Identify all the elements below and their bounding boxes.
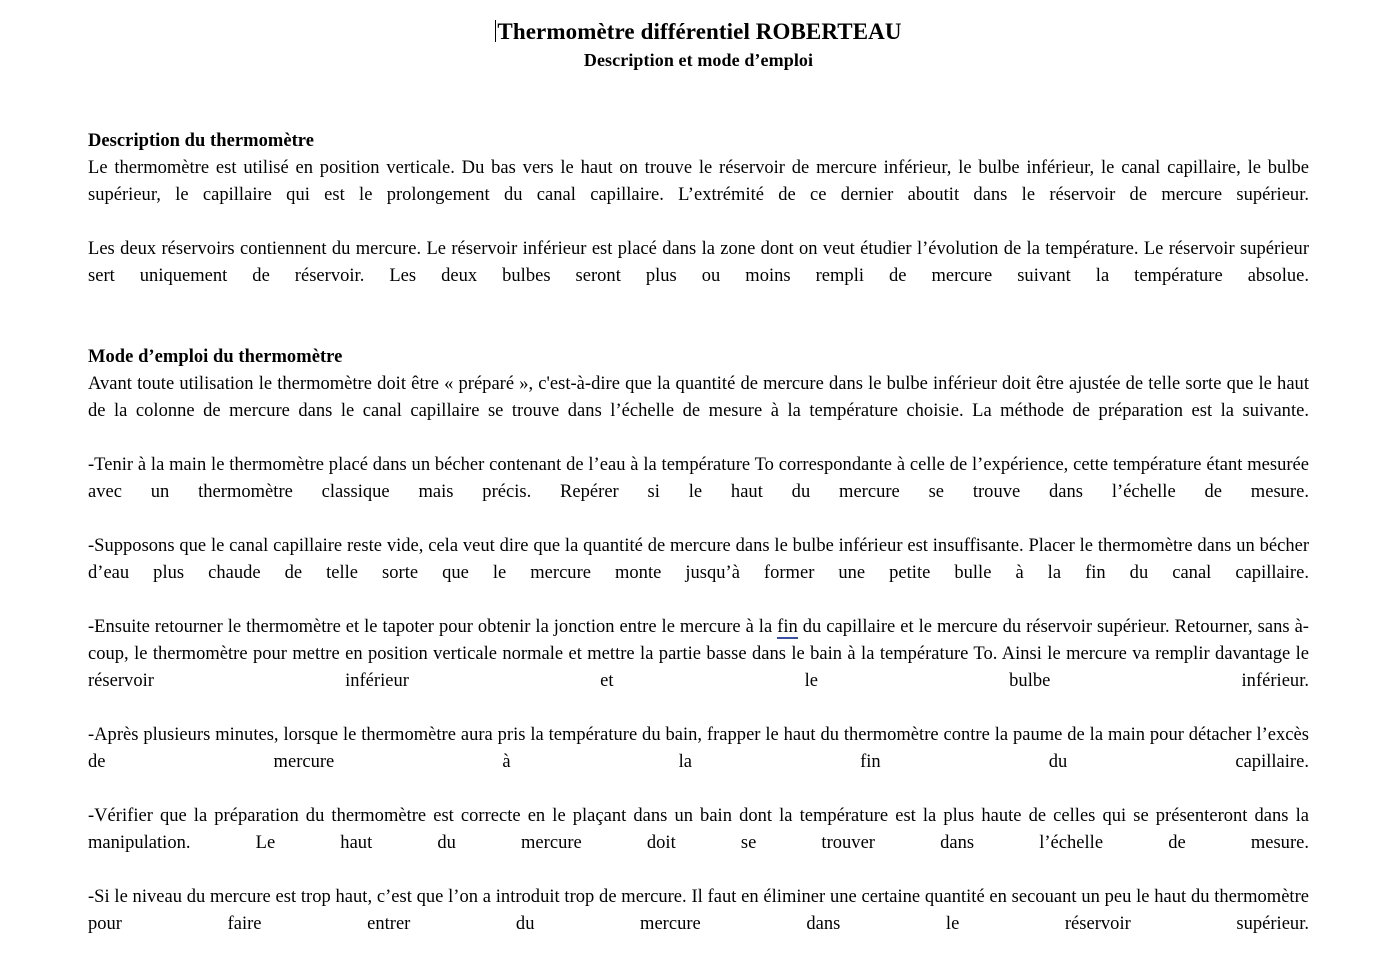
paragraph-description-1: Le thermomètre est utilisé en position verticale. Du bas vers le haut on trouve le réservoir de mercure inférieur, le bulbe inférieur, le canal capillaire, le bulbe supérieur, le capillaire qui est le prolongement du canal capillaire. L’extrémité de ce dernier aboutit dans le réservoir de mercure supérieur. — [88, 158, 1309, 205]
paragraph-step-apres: -Après plusieurs minutes, lorsque le thermomètre aura pris la température du bain, frapper le haut du thermomètre contre la paume de la main pour détacher l’excès de mercure à la fin du capillaire. — [88, 725, 1309, 772]
title-block — [88, 18, 1309, 72]
page-title — [495, 18, 901, 46]
paragraph-step-supposons: -Supposons que le canal capillaire reste vide, cela veut dire que la quantité de mercure dans le bulbe inférieur est insuffisante. Placer le thermomètre dans un bécher d’eau plus chaude de telle sorte que le mercure monte jusqu’à former une petite bulle à la fin du canal capillaire. — [88, 536, 1309, 583]
paragraph-step-verifier: -Vérifier que la préparation du thermomètre est correcte en le plaçant dans un bain dont la température est la plus haute de celles qui se présenteront dans la manipulation. Le haut du mercure doit se trouver dans l’échelle de mesure. — [88, 806, 1309, 853]
paragraph-description-2: Les deux réservoirs contiennent du mercure. Le réservoir inférieur est placé dans la zone dont on veut étudier l’évolution de la température. Le réservoir supérieur sert uniquement de réservoir. Les deux bulbes seront plus ou moins rempli de mercure suivant la température absolue. — [88, 239, 1309, 286]
paragraph-step-ensuite — [88, 614, 1309, 722]
paragraph-step-tenir: -Tenir à la main le thermomètre placé dans un bécher contenant de l’eau à la température To correspondante à celle de l’expérience, cette température étant mesurée avec un thermomètre classique mais précis. Repérer si le haut du mercure se trouve dans l’échelle de mesure. — [88, 455, 1309, 502]
section-description — [88, 128, 1309, 317]
section-mode-emploi — [88, 344, 1309, 965]
paragraph-step-ensuite-after: du capillaire et le mercure du réservoir supérieur. Retourner, sans à-coup, le thermomètre pour mettre en position verticale normale et mettre la partie basse dans le bain à la température To. Ainsi le mercure va remplir davantage le réservoir inférieur et le bulbe inférieur. — [88, 617, 1309, 691]
page-title-text: Thermomètre différentiel ROBERTEAU — [497, 19, 902, 44]
section-heading-mode-emploi: Mode d’emploi du thermomètre — [88, 347, 343, 367]
document-body — [88, 128, 1309, 965]
section-heading-description: Description du thermomètre — [88, 131, 314, 151]
paragraph-step-si-niveau: -Si le niveau du mercure est trop haut, c’est que l’on a introduit trop de mercure. Il faut en éliminer une certaine quantité en secouant un peu le haut du thermomètre pour faire entrer du mercure dans le réservoir supérieur. — [88, 887, 1309, 934]
paragraph-step-ensuite-before: -Ensuite retourner le thermomètre et le tapoter pour obtenir la jonction entre le mercure à la — [88, 617, 778, 637]
paragraph-preparation-intro: Avant toute utilisation le thermomètre doit être « préparé », c'est-à-dire que la quantité de mercure dans le bulbe inférieur doit être ajustée de telle sorte que le haut de la colonne de mercure dans le canal capillaire se trouve dans l’échelle de mesure à la température choisie. La méthode de préparation est la suivante. — [88, 374, 1309, 421]
grammar-marked-word: fin — [777, 617, 798, 637]
page-subtitle: Description et mode d’emploi — [583, 50, 814, 70]
